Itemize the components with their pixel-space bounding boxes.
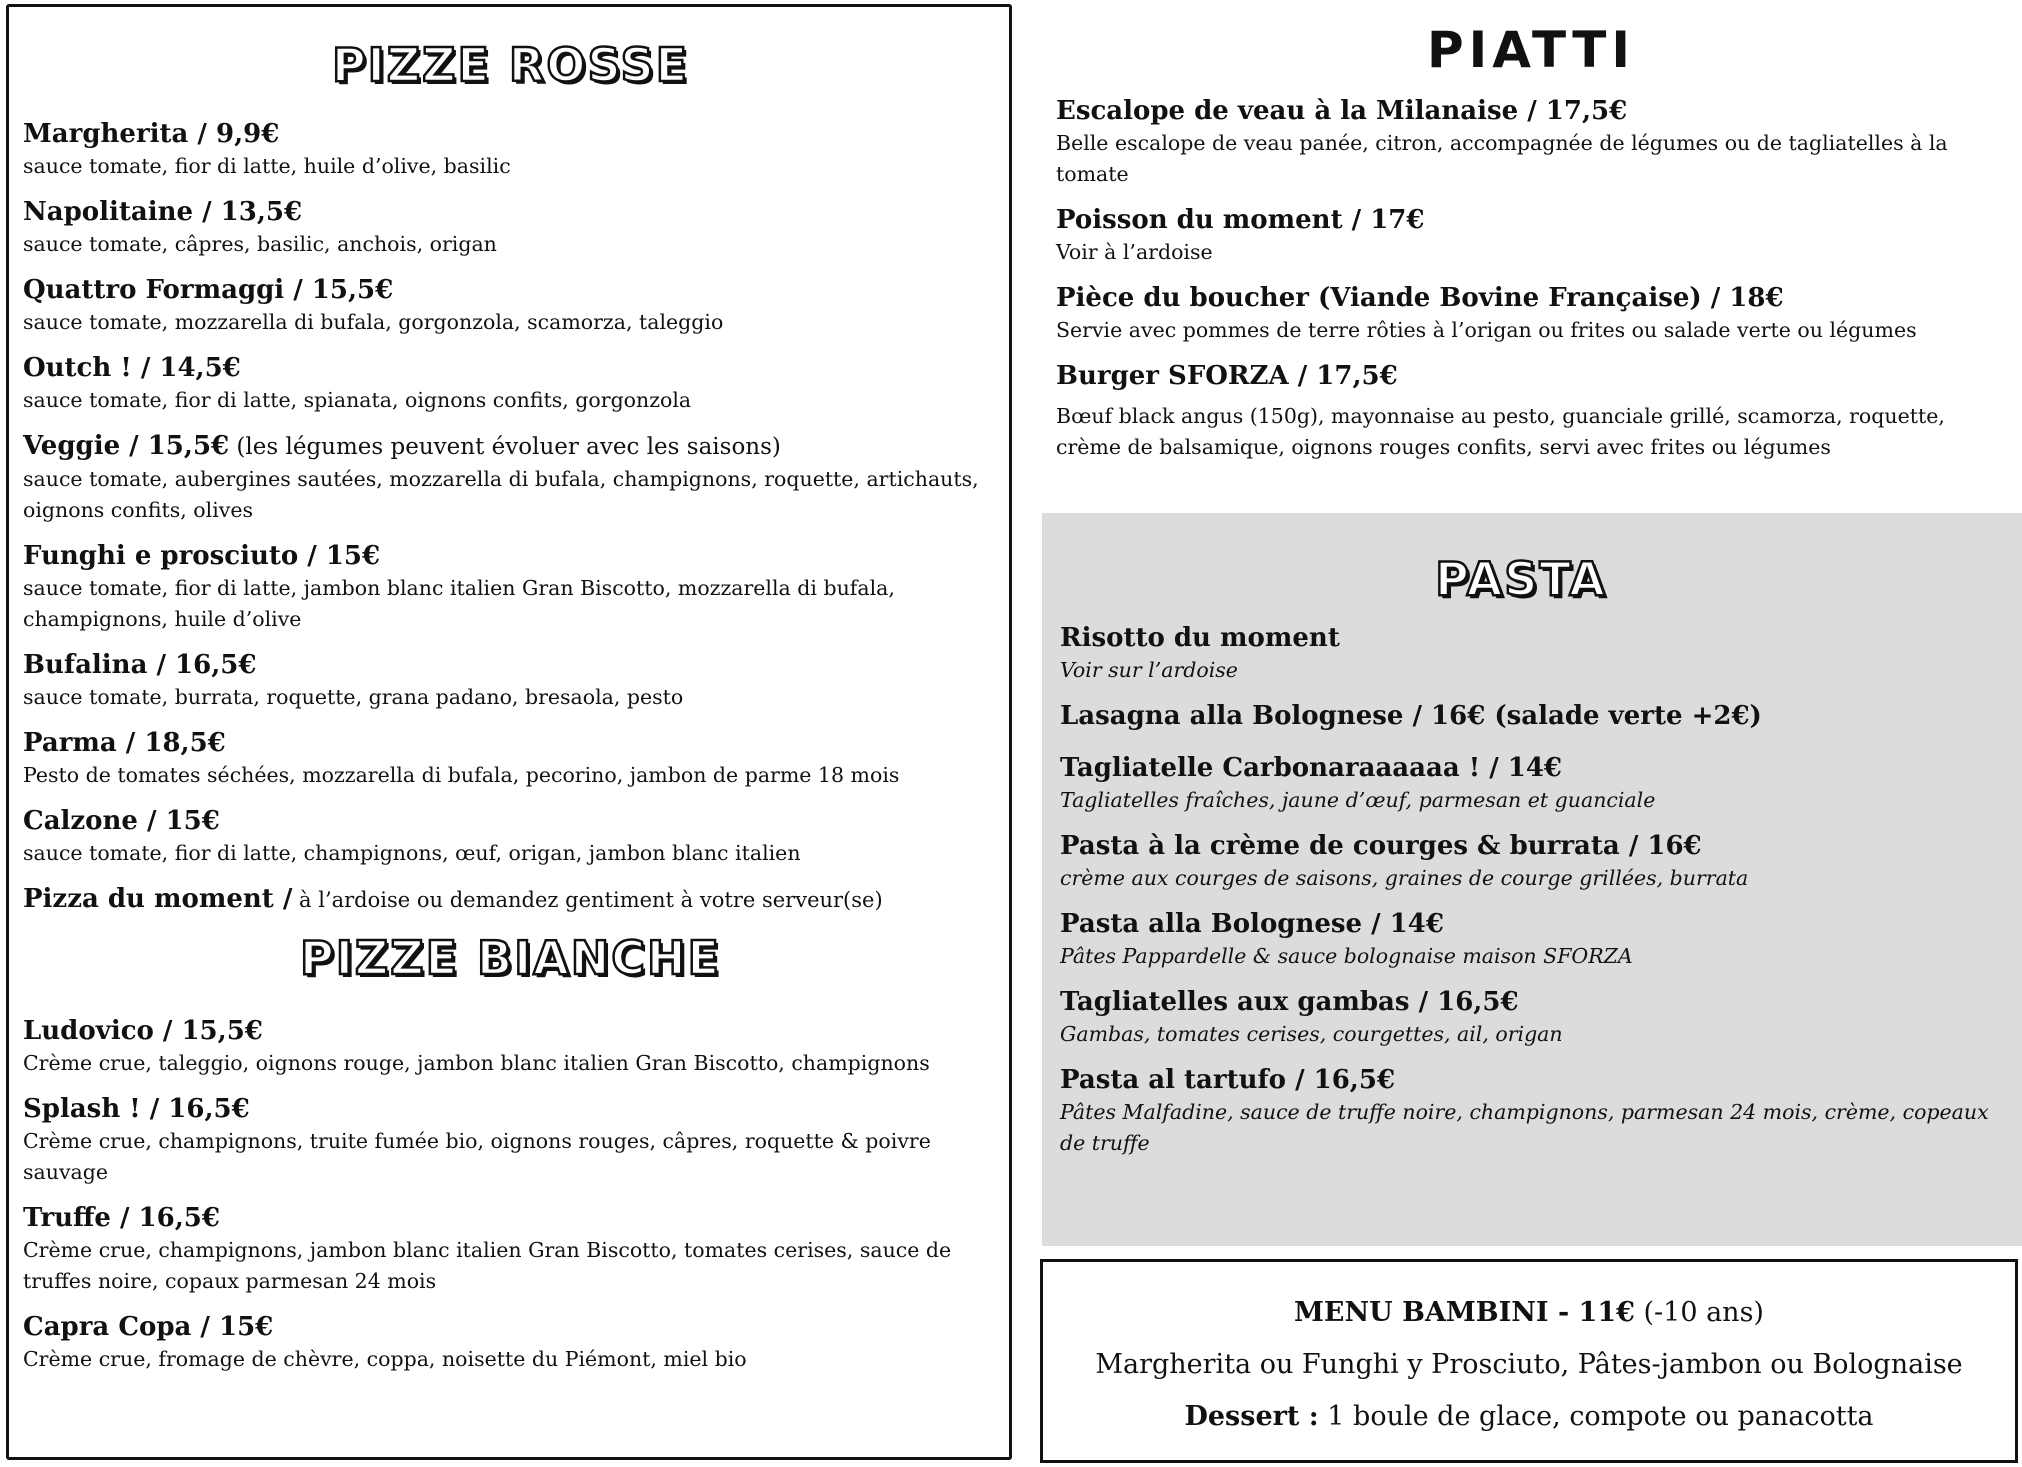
menu-item: Pasta alla Bolognese / 14€ Pâtes Pappardelle & sauce bolognaise maison SFORZA [1060,909,1633,968]
menu-item: Napolitaine / 13,5€ sauce tomate, câpres, basilic, anchois, origan [23,197,497,256]
menu-item: Calzone / 15€ sauce tomate, fior di latte, champignons, œuf, origan, jambon blanc italien [23,806,801,865]
menu-item: Outch ! / 14,5€ sauce tomate, fior di latte, spianata, oignons confits, gorgonzola [23,353,692,412]
menu-item: Parma / 18,5€ Pesto de tomates séchées, mozzarella di bufala, pecorino, jambon de parme 18 mois [23,728,900,787]
menu-item: Truffe / 16,5€ Crème crue, champignons, jambon blanc italien Gran Biscotto, tomates cerises, sauce de truffes noire, copaux parmesan 24 mois [23,1203,952,1293]
pasta-title: PASTA [1435,552,1607,606]
menu-item: Pasta al tartufo / 16,5€ Pâtes Malfadine, sauce de truffe noire, champignons, parmesan 24 mois, crème, copeaux de truffe [1060,1065,1989,1155]
menu-item-moment: Pizza du moment / à l’ardoise ou demandez gentiment à votre serveur(se) [23,884,883,914]
menu-item: Burger SFORZA / 17,5€ Bœuf black angus (150g), mayonnaise au pesto, guanciale grillé, scamorza, roquette, crème de balsamique, oignons rouges confits, servi avec frites ou légumes [1056,361,1945,459]
pizze-bianche-title: PIZZE BIANCHE [300,931,721,985]
menu-item: Risotto du moment Voir sur l’ardoise [1060,623,1340,682]
menu-item: Lasagna alla Bolognese / 16€ (salade verte +2€) [1060,701,1762,731]
piatti-title: PIATTI [1426,21,1636,79]
menu-item: Quattro Formaggi / 15,5€ sauce tomate, mozzarella di bufala, gorgonzola, scamorza, taleggio [23,275,724,334]
menu-item: Capra Copa / 15€ Crème crue, fromage de chèvre, coppa, noisette du Piémont, miel bio [23,1312,747,1371]
menu-item: Splash ! / 16,5€ Crème crue, champignons, truite fumée bio, oignons rouges, câpres, roquette & poivre sauvage [23,1094,931,1184]
pizze-rosse-title: PIZZE ROSSE [331,38,690,92]
menu-item: Veggie / 15,5€ (les légumes peuvent évoluer avec les saisons) sauce tomate, aubergines sautées, mozzarella di bufala, champignons, roquette, artichauts, oignons confits, olives [23,431,979,522]
menu-item: Bufalina / 16,5€ sauce tomate, burrata, roquette, grana padano, bresaola, pesto [23,650,684,709]
menu-item: Pièce du boucher (Viande Bovine Française) / 18€ Servie avec pommes de terre rôties à l’origan ou frites ou salade verte ou légumes [1056,283,1917,342]
menu-item: Ludovico / 15,5€ Crème crue, taleggio, oignons rouge, jambon blanc italien Gran Biscotto, champignons [23,1016,930,1075]
pasta-list [1060,551,2000,1172]
menu-item: Tagliatelles aux gambas / 16,5€ Gambas, tomates cerises, courgettes, ail, origan [1060,987,1563,1046]
menu-item: Poisson du moment / 17€ Voir à l’ardoise [1056,205,1425,264]
pizza-panel [6,4,1012,1460]
menu-item: Funghi e prosciuto / 15€ sauce tomate, fior di latte, jambon blanc italien Gran Biscotto, mozzarella di bufala, champignons, huile d’olive [23,541,895,631]
menu-bambini: MENU BAMBINI - 11€ (-10 ans) Margherita ou Funghi y Prosciuto, Pâtes-jambon ou Bolognaise Dessert : 1 boule de glace, compote ou panacotta [1040,1259,2018,1463]
pizza-list [23,37,998,1388]
menu-item: Escalope de veau à la Milanaise / 17,5€ Belle escalope de veau panée, citron, accompagnée de légumes ou de tagliatelles à la tomate [1056,96,1948,186]
menu-item: Pasta à la crème de courges & burrata / 16€ crème aux courges de saisons, graines de courge grillées, burrata [1060,831,1749,890]
pasta-section [1042,513,2022,1246]
piatti-section [1056,20,2006,476]
menu-item: Tagliatelle Carbonaraaaaaa ! / 14€ Tagliatelles fraîches, jaune d’œuf, parmesan et guanciale [1060,753,1656,812]
menu-item: Margherita / 9,9€ sauce tomate, fior di latte, huile d’olive, basilic [23,119,511,178]
